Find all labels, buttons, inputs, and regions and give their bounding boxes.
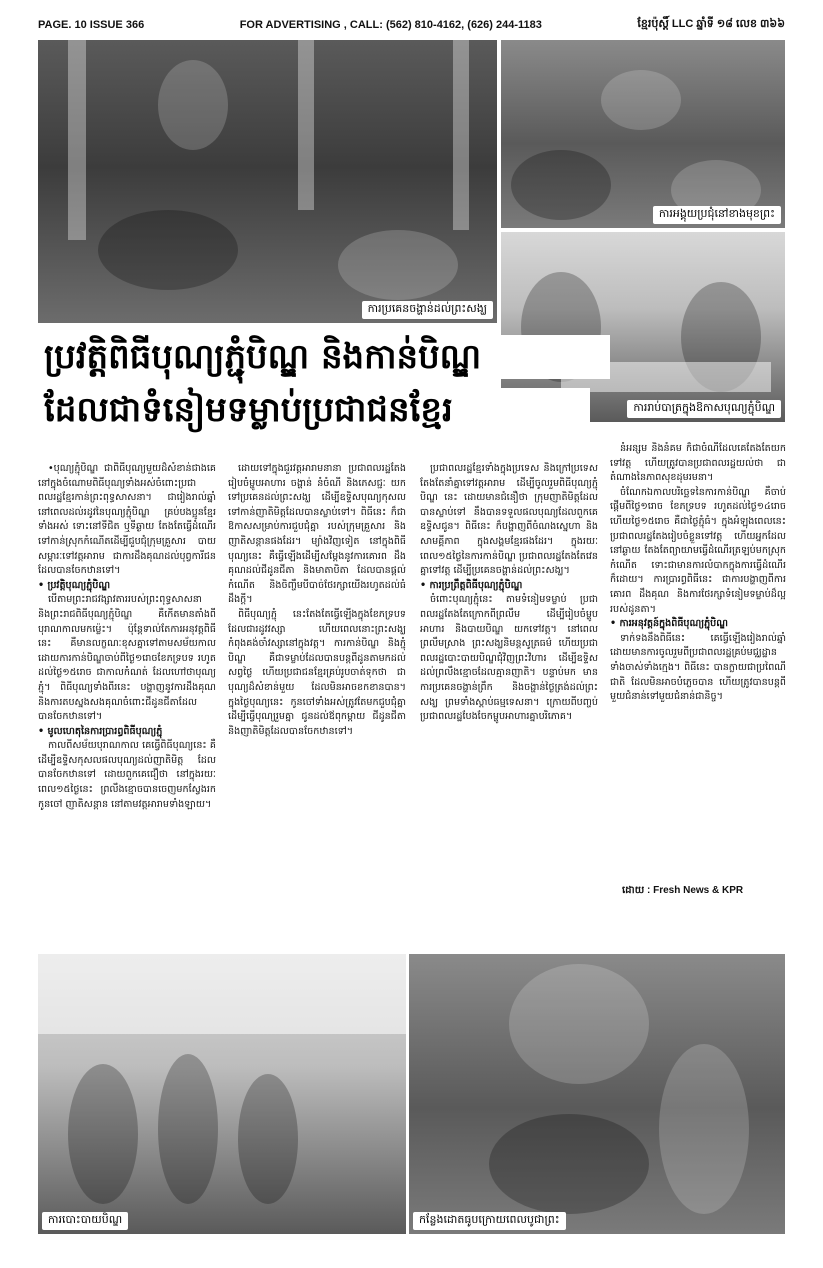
- offering-bowls-caption: ការរាប់បាត្រក្នុងឱកាសបុណ្យភ្ជុំបិណ្ឌ: [627, 400, 781, 418]
- incense-caption: កន្លែងដោតធូបក្រោយពេលបូជាព្រះ: [413, 1212, 566, 1230]
- article-byline: ដោយ : Fresh News & KPR: [622, 885, 744, 896]
- article-paragraph: ទាក់ទងនឹងពិធីនេះ គេធ្វើឡើងរៀងរាល់ឆ្នាំ ដោយមានការចូលរួមពីប្រជាពលរដ្ឋគ្រប់មជ្ឈដ្ឋាន ទាំងចាស់ទាំងក្មេង។ ពិធីនេះ បានក្លាយជាប្រពៃណីជាតិ ដែលមិនអាចបំភ្លេចបាន ហើយត្រូវបានបន្តពីមួយជំនាន់ទៅមួយជំនាន់ជានិច្ច។: [610, 632, 786, 703]
- page-issue-label: PAGE. 10 ISSUE 366: [38, 19, 145, 31]
- article-paragraph: ប្រជាពលរដ្ឋខ្មែរទាំងក្នុងប្រទេស និងក្រៅប្រទេស តែងតែនាំគ្នាទៅវត្តអារាម ដើម្បីចូលរួមពិធីបុណ្យភ្ជុំបិណ្ឌ នេះ ដោយមានជំនឿថា ក្រុមញាតិមិត្តដែលបានស្លាប់ទៅ នឹងបានទទួលផលបុណ្យដែលពួកគេឧទ្ទិសជូន។ ពិធីនេះ ក៏បង្ហាញពីចំណងស្នេហា និងសាមគ្គីភាព ក្នុងសង្គមខ្មែរផងដែរ។ ក្នុងរយៈពេល១៥ថ្ងៃនៃការកាន់បិណ្ឌ ប្រជាពលរដ្ឋតែងតែវេនគ្នាទៅវត្ត ដើម្បីប្រគេនចង្ហាន់ដល់ព្រះសង្ឃ។: [420, 463, 598, 577]
- article-column-1: [38, 462, 216, 912]
- headline-line-2: ដែលជាទំនៀមទម្លាប់ប្រជាជនខ្មែរ: [38, 388, 590, 432]
- article-paragraph: នំអន្សម និងនំគម ក៏ជាចំណីដែលគេតែងតែយកទៅវត្ត ហើយត្រូវបានប្រជាពលរដ្ឋយល់ថា ជាតំណាងនៃភាពសុខដុមរមនា។: [610, 443, 786, 484]
- article-paragraph: ចំពោះបុណ្យភ្ជុំនេះ តាមទំនៀមទម្លាប់ ប្រជាពលរដ្ឋតែងតែក្រោកពីព្រលឹម ដើម្បីរៀបចំម្ហូបអាហារ និងបាយបិណ្ឌ យកទៅវត្ត។ នៅពេលព្រលឹមស្រាង ព្រះសង្ឃនិមន្តសូត្រធម៌ ហើយប្រជាពលរដ្ឋបោះបាយបិណ្ឌជុំវិញព្រះវិហារ ដើម្បីឧទ្ទិសដល់ព្រលឹងខ្មោចដែលគ្មានញាតិ។ បន្ទាប់មក មានការប្រគេនចង្ហាន់ព្រឹក និងចង្ហាន់ថ្ងៃត្រង់ដល់ព្រះសង្ឃ ព្រមទាំងស្តាប់ធម្មទេសនា។ ក្រោយពីបញ្ចប់ ប្រជាពលរដ្ឋបែងចែកម្ហូបអាហារគ្នាបរិភោគ។: [420, 594, 598, 723]
- front-altar-photo: [501, 40, 785, 228]
- article-paragraph: ចំណែកឯកាលបរិច្ឆេទនៃការកាន់បិណ្ឌ គឺចាប់ផ្តើមពីថ្ងៃ១រោច ខែភទ្របទ រហូតដល់ថ្ងៃ១៤រោច ហើយថ្ងៃ១៥រោច គឺជាថ្ងៃភ្ជុំធំ។ ក្នុងអំឡុងពេលនេះ ប្រជាពលរដ្ឋតែងរៀបចំខ្លួនទៅវត្ត ហើយអ្នកដែលនៅឆ្ងាយ តែងតែព្យាយាមធ្វើដំណើរត្រឡប់មកស្រុកកំណើត ទោះជាមានការលំបាកក្នុងការធ្វើដំណើរក៏ដោយ។ ការប្រារព្ធពិធីនេះ ជាការបង្ហាញពីការគោរព ដឹងគុណ និងការថែរក្សាទំនៀមទម្លាប់ដ៏ល្អរបស់ដូនតា។: [610, 486, 786, 615]
- article-subheading: • មូលហេតុនៃការប្រារព្ធពិធីបុណ្យភ្ជុំ: [38, 725, 163, 737]
- rice-throwing-photo: [38, 954, 406, 1234]
- article-paragraph: បើតាមព្រះរាជវង្សាវតាររបស់ព្រះពុទ្ធសាសនា និងព្រះរាជពិធីបុណ្យភ្ជុំបិណ្ឌ គឺកើតមានតាំងពីបុរាណកាលមកម្ល៉េះ។ ប៉ុន្តែទាល់តែការអនុវត្តពិធីនេះ គឺមានលក្ខណៈខុសគ្នាទៅតាមសម័យកាល ដោយការកាន់បិណ្ឌចាប់ពីថ្ងៃ១រោចខែភទ្របទ រហូតដល់ថ្ងៃ១៥រោច ជាកាលកំណត់ ដែលហៅថាបុណ្យភ្ជុំ។ ពិធីបុណ្យទាំងពីរនេះ បង្ហាញនូវការដឹងគុណ និងការតបស្នងសងគុណចំពោះជីដូនជីតាដែលបានចែកឋានទៅ។: [38, 594, 216, 723]
- article-column-2: [228, 462, 406, 928]
- advertising-contact: FOR ADVERTISING , CALL: (562) 810-4162, (626) 244-1183: [239, 19, 542, 31]
- page-header: [38, 14, 785, 36]
- article-subheading: • ការប្រព្រឹត្តពិធីបុណ្យភ្ជុំបិណ្ឌ: [420, 579, 523, 591]
- temple-hall-caption: ការប្រគេនចង្ហាន់ដល់ព្រះសង្ឃ: [362, 301, 493, 319]
- front-altar-caption: ការអង្គុយប្រជុំនៅខាងមុខព្រះ: [653, 206, 781, 224]
- article-paragraph: ដោយទៅក្នុងជួរវត្តអារាមនានា ប្រជាពលរដ្ឋតែងរៀបចំម្ហូបអាហារ ចង្ហាន់ នំចំណី និងភេសជ្ជៈ យកទៅប្រគេនដល់ព្រះសង្ឃ ដើម្បីឧទ្ទិសបុណ្យកុសលទៅកាន់ញាតិមិត្តដែលបានស្លាប់ទៅ។ ពិធីនេះ ក៏ជាឱកាសសម្រាប់ការជួបជុំគ្នា របស់ក្រុមគ្រួសារ និងញាតិសន្តានផងដែរ។ ម្យ៉ាងវិញទៀត នៅក្នុងពិធីបុណ្យនេះ គឺធ្វើឡើងដើម្បីសម្តែងនូវការគោរព ដឹងគុណដល់ជីដូនជីតា និងមាតាបិតា ដែលបានផ្តល់កំណើត និងចិញ្ចឹមបីបាច់ថែរក្សាយើងរហូតដល់ធំដឹងក្តី។: [228, 463, 406, 606]
- article-subheading: • ការអនុវត្តន៍ក្នុងពិធីបុណ្យភ្ជុំបិណ្ឌ: [610, 618, 728, 630]
- incense-photo: [409, 954, 785, 1234]
- article-column-3: [420, 462, 598, 928]
- article-paragraph: កាលពីសម័យបុរាណកាល គេធ្វើពិធីបុណ្យនេះ គឺដើម្បីឧទ្ទិសកុសលផលបុណ្យដល់ញាតិមិត្ត ដែលបានចែកឋានទៅ ដោយពួកគេជឿថា នៅក្នុងរយៈពេល១៥ថ្ងៃនេះ ព្រលឹងខ្មោចបានចេញមកស្វែងរកកូនចៅ ញាតិសន្តាន នៅតាមវត្តអារាមទាំងឡាយ។: [38, 740, 216, 810]
- article-paragraph: ពិធីបុណ្យភ្ជុំ នេះតែងតែធ្វើឡើងក្នុងខែភទ្របទ ដែលជារដូវវស្សា ហើយពេលនោះព្រះសង្ឃកំពុងគង់ចាំវស្សានៅក្នុងវត្ត។ ការកាន់បិណ្ឌ និងភ្ជុំបិណ្ឌ គឺជាទម្លាប់ដែលបានបន្តពីដូនតាមកដល់សព្វថ្ងៃ ហើយប្រជាជនខ្មែរគ្រប់រូបចាត់ទុកថា ជាបុណ្យដ៏សំខាន់មួយ ដែលមិនអាចខកខានបាន។ ក្នុងថ្ងៃបុណ្យនេះ កូនចៅទាំងអស់ត្រូវតែមកជួបជុំគ្នា ដើម្បីធ្វើបុណ្យរួមគ្នា ជូនដល់ឪពុកម្តាយ ជីដូនជីតា និងញាតិមិត្តដែលបានចែកឋានទៅ។: [228, 608, 406, 737]
- article-paragraph: •បុណ្យភ្ជុំបិណ្ឌ ជាពិធីបុណ្យមួយដ៏សំខាន់ជាងគេ នៅក្នុងចំណោមពិធីបុណ្យទាំងអស់ចំពោះប្រជាពលរដ្ឋខ្មែរកាន់ព្រះពុទ្ធសាសនា។ ជារៀងរាល់ឆ្នាំ នៅពេលដល់រដូវនៃបុណ្យភ្ជុំបិណ្ឌ គ្រប់បងប្អូនខ្មែរទាំងអស់ ទោះនៅទីជិត ឬទីឆ្ងាយ តែងតែធ្វើដំណើរទៅកាន់ស្រុកកំណើតដើម្បីជួបជុំក្រុមគ្រួសារ បាយសម្ភារៈទៅវត្តអារាម ជាការដឹងគុណដល់បុព្វការីជនដែលបានចែកឋានទៅ។: [38, 463, 216, 577]
- headline-line-1: ប្រវត្តិពិធីបុណ្យភ្ជុំបិណ្ឌ និងកាន់បិណ្ឌ: [38, 335, 610, 379]
- publication-info: ខ្មែរប៉ុស្តិ៍ LLC ឆ្នាំទី ១៨ លេខ ៣៦៦: [637, 18, 785, 30]
- temple-hall-photo: [38, 40, 497, 323]
- article-column-4: [610, 442, 786, 878]
- rice-throwing-caption: ការបោះបាយបិណ្ឌ: [42, 1212, 128, 1230]
- article-subheading: • ប្រវត្តិបុណ្យភ្ជុំបិណ្ឌ: [38, 579, 111, 591]
